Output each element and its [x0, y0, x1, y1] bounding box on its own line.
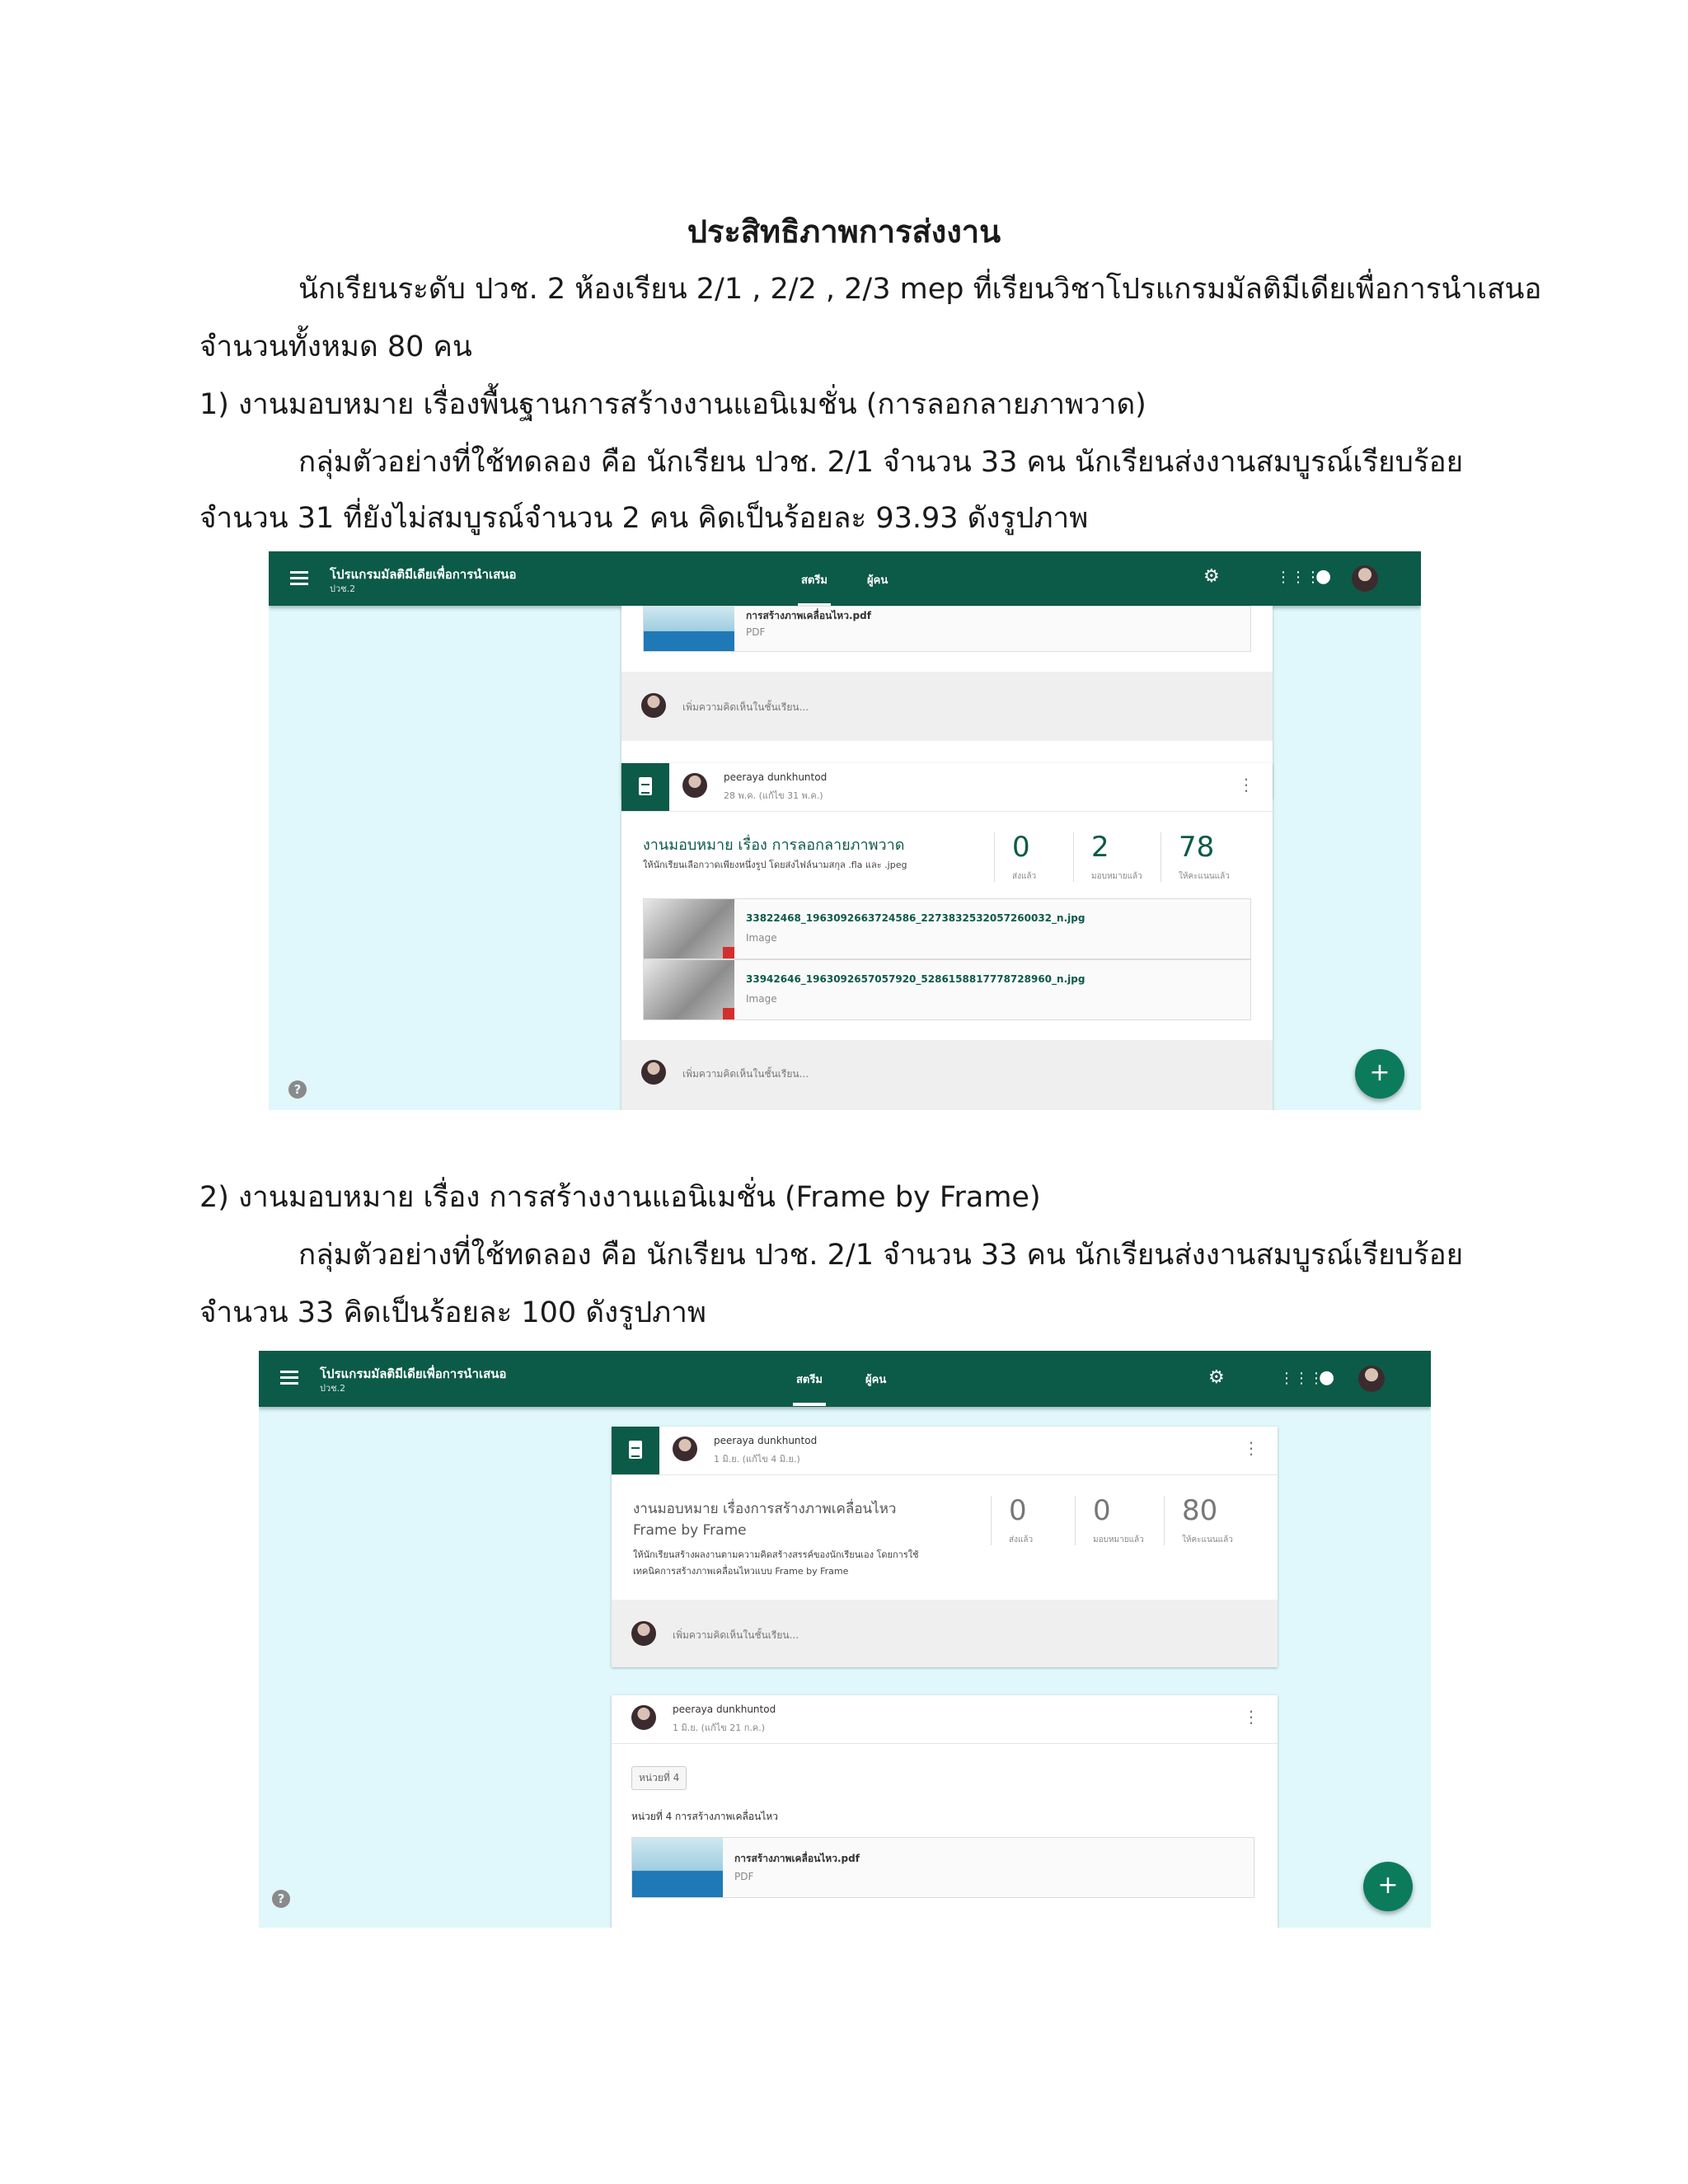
stat-separator	[991, 1496, 992, 1545]
assignment-icon	[621, 763, 669, 811]
account-avatar[interactable]	[1352, 565, 1378, 592]
attachment-name: การสร้างภาพเคลื่อนไหว.pdf	[746, 610, 871, 621]
assignment-title[interactable]: งานมอบหมาย เรื่องการสร้างภาพเคลื่อนไหว	[633, 1501, 897, 1517]
post-date: 28 พ.ค. (แก้ไข 31 พ.ค.)	[724, 790, 823, 801]
help-icon[interactable]: ?	[288, 1080, 307, 1099]
intro-line-1: นักเรียนระดับ ปวช. 2 ห้องเรียน 2/1 , 2/2 , 2/3 mep ที่เรียนวิชาโปรแกรมมัลติมีเดียเพื่อการนำเสนอ	[298, 273, 1542, 306]
assignment-subtitle: Frame by Frame	[633, 1522, 747, 1539]
author-name: peeraya dunkhuntod	[714, 1435, 818, 1446]
graded-count[interactable]: 80	[1182, 1494, 1218, 1527]
commenter-avatar	[641, 1060, 666, 1085]
topic-chip[interactable]: หน่วยที่ 4	[631, 1766, 687, 1790]
material-post-card	[612, 1695, 1278, 1928]
author-name: peeraya dunkhuntod	[673, 1704, 776, 1715]
document-title: ประสิทธิภาพการส่งงาน	[687, 213, 1001, 250]
pdf-thumbnail	[632, 1838, 723, 1897]
section1-line-2: จำนวน 31 ที่ยังไม่สมบูรณ์จำนวน 2 คน คิดเป็นร้อยละ 93.93 ดังรูปภาพ	[199, 502, 1089, 535]
tab-people[interactable]: ผู้คน	[867, 574, 889, 587]
author-avatar	[631, 1705, 656, 1730]
attachment-name: 33942646_1963092657057920_5286158817778728960_n.jpg	[746, 973, 1085, 985]
stat-separator	[1073, 832, 1074, 882]
graded-count[interactable]: 78	[1179, 831, 1215, 864]
comment-area	[621, 672, 1273, 741]
notifications-icon[interactable]: ●	[1315, 566, 1332, 587]
class-title[interactable]: โปรแกรมมัลติมีเดียเพื่อการนำเสนอ	[320, 1366, 507, 1381]
stat-separator	[1160, 832, 1161, 882]
section2-line-1: กลุ่มตัวอย่างที่ใช้ทดลอง คือ นักเรียน ปวช. 2/1 จำนวน 33 คน นักเรียนส่งงานสมบูรณ์เรียบร้อย	[298, 1239, 1464, 1272]
apps-icon[interactable]: ⋮⋮⋮	[1276, 569, 1320, 586]
assigned-label: มอบหมายแล้ว	[1093, 1535, 1144, 1544]
notifications-icon[interactable]: ●	[1319, 1367, 1335, 1388]
add-icon[interactable]: +	[1355, 1049, 1404, 1099]
post-date: 1 มิ.ย. (แก้ไข 21 ก.ค.)	[673, 1722, 766, 1733]
assignment-icon	[612, 1427, 659, 1474]
image-attachment-2[interactable]	[643, 959, 1251, 1020]
account-avatar[interactable]	[1358, 1366, 1385, 1392]
class-comment-input[interactable]: เพิ่มความคิดเห็นในชั้นเรียน...	[673, 1629, 799, 1641]
assignment-card	[621, 763, 1273, 1110]
classroom-topbar	[259, 1351, 1431, 1407]
author-avatar	[673, 1436, 697, 1461]
more-vert-icon[interactable]: ⋮	[1243, 1707, 1259, 1727]
card-divider	[612, 1743, 1278, 1744]
attachment-type: PDF	[746, 626, 766, 638]
author-name: peeraya dunkhuntod	[724, 771, 828, 783]
card-divider	[612, 1474, 1278, 1475]
pdf-attachment[interactable]	[643, 606, 1251, 652]
class-title[interactable]: โปรแกรมมัลติมีเดียเพื่อการนำเสนอ	[330, 567, 517, 582]
section2-line-2: จำนวน 33 คิดเป็นร้อยละ 100 ดังรูปภาพ	[199, 1296, 706, 1329]
card-divider	[621, 811, 1273, 812]
classroom-screenshot-1	[269, 551, 1421, 1110]
attachment-type: PDF	[734, 1871, 754, 1882]
tab-people[interactable]: ผู้คน	[865, 1374, 887, 1386]
pdf-thumbnail	[644, 607, 734, 651]
more-vert-icon[interactable]: ⋮	[1238, 775, 1254, 794]
attachment-type: Image	[746, 993, 777, 1005]
assigned-label: มอบหมายแล้ว	[1091, 872, 1142, 881]
tab-stream[interactable]: สตรีม	[796, 1371, 823, 1388]
assignment-title[interactable]: งานมอบหมาย เรื่อง การลอกลายภาพวาด	[643, 837, 905, 854]
classroom-topbar	[269, 551, 1421, 606]
turned-in-label: ส่งแล้ว	[1009, 1535, 1034, 1544]
post-date: 1 มิ.ย. (แก้ไข 4 มิ.ย.)	[714, 1454, 800, 1465]
assigned-count[interactable]: 2	[1091, 831, 1109, 864]
commenter-avatar	[641, 693, 666, 718]
image-thumbnail	[644, 899, 734, 958]
section1-line-1: กลุ่มตัวอย่างที่ใช้ทดลอง คือ นักเรียน ปวช. 2/1 จำนวน 33 คน นักเรียนส่งงานสมบูรณ์เรียบร้อย	[298, 446, 1464, 479]
class-section: ปวช.2	[330, 583, 356, 594]
settings-icon[interactable]: ⚙	[1208, 1367, 1225, 1388]
more-vert-icon[interactable]: ⋮	[1243, 1438, 1259, 1458]
menu-icon[interactable]	[290, 571, 308, 584]
class-comment-input[interactable]: เพิ่มความคิดเห็นในชั้นเรียน...	[682, 1068, 809, 1080]
turned-in-count[interactable]: 0	[1012, 831, 1030, 864]
comment-area	[621, 1040, 1273, 1110]
commenter-avatar	[631, 1621, 656, 1646]
menu-icon[interactable]	[280, 1371, 298, 1384]
assigned-count[interactable]: 0	[1093, 1494, 1111, 1527]
intro-line-2: จำนวนทั้งหมด 80 คน	[199, 330, 472, 363]
section2-heading: 2) งานมอบหมาย เรื่อง การสร้างงานแอนิเมชั่น (Frame by Frame)	[199, 1181, 1041, 1214]
attachment-name: 33822468_1963092663724586_2273832532057260032_n.jpg	[746, 912, 1085, 924]
comment-area	[612, 1600, 1278, 1667]
graded-label: ให้คะแนนแล้ว	[1179, 872, 1230, 881]
pdf-attachment[interactable]	[631, 1837, 1254, 1898]
stat-separator	[994, 832, 995, 882]
turned-in-count[interactable]: 0	[1009, 1494, 1027, 1527]
classroom-screenshot-2	[259, 1351, 1431, 1928]
graded-label: ให้คะแนนแล้ว	[1182, 1535, 1233, 1544]
post-text: หน่วยที่ 4 การสร้างภาพเคลื่อนไหว	[631, 1811, 779, 1822]
help-icon[interactable]: ?	[272, 1890, 290, 1908]
class-section: ปวช.2	[320, 1383, 346, 1394]
stat-separator	[1164, 1496, 1165, 1545]
assignment-description-2: เทคนิคการสร้างภาพเคลื่อนไหวแบบ Frame by Frame	[633, 1566, 849, 1577]
attachment-name: การสร้างภาพเคลื่อนไหว.pdf	[734, 1853, 860, 1864]
apps-icon[interactable]: ⋮⋮⋮	[1279, 1370, 1324, 1387]
assignment-description-1: ให้นักเรียนสร้างผลงานตามความคิดสร้างสรรค์ของนักเรียนเอง โดยการใช้	[633, 1549, 919, 1560]
image-thumbnail	[644, 960, 734, 1019]
turned-in-label: ส่งแล้ว	[1012, 872, 1037, 881]
image-attachment-1[interactable]	[643, 898, 1251, 959]
tab-stream[interactable]: สตรีม	[801, 571, 828, 588]
section1-heading: 1) งานมอบหมาย เรื่องพื้นฐานการสร้างงานแอนิเมชั่น (การลอกลายภาพวาด)	[199, 388, 1146, 421]
class-comment-input[interactable]: เพิ่มความคิดเห็นในชั้นเรียน...	[682, 701, 809, 713]
stat-separator	[1075, 1496, 1076, 1545]
attachment-type: Image	[746, 932, 777, 944]
assignment-card	[612, 1427, 1278, 1667]
author-avatar	[682, 773, 707, 798]
settings-icon[interactable]: ⚙	[1203, 566, 1220, 587]
add-icon[interactable]: +	[1363, 1862, 1413, 1911]
assignment-description: ให้นักเรียนเลือกวาดเพียงหนึ่งรูป โดยส่งไฟล์นามสกุล .fla และ .jpeg	[643, 860, 907, 870]
